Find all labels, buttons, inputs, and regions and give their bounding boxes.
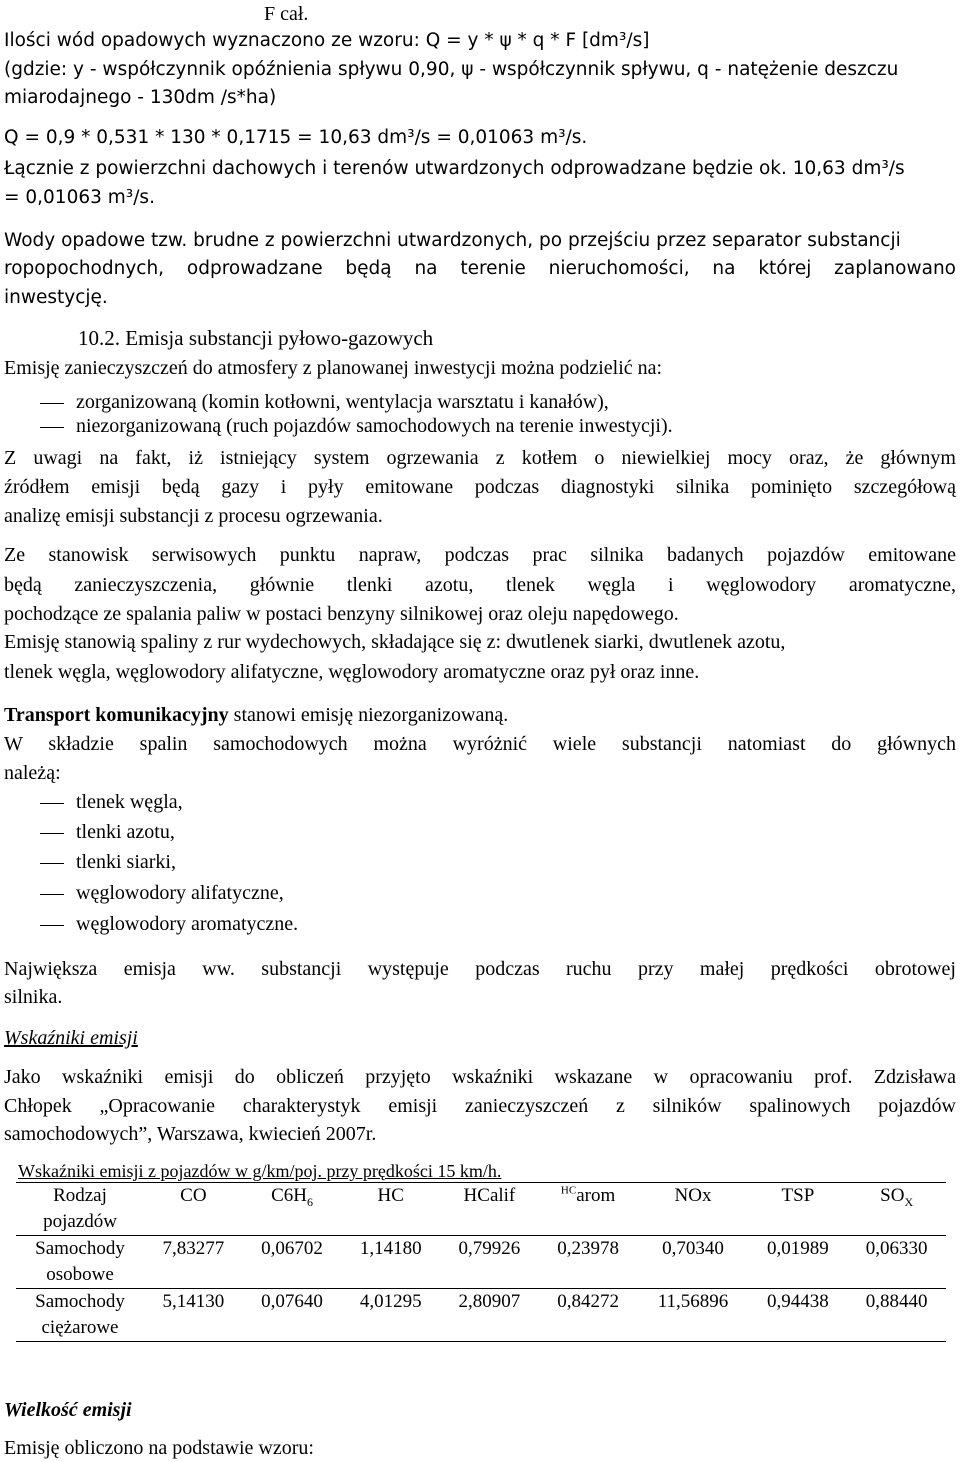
list-item: tlenek węgla, — [76, 791, 183, 813]
bullet-dash — [40, 894, 64, 895]
emission-formula-intro: Emisję obliczono na podstawie wzoru: — [4, 1437, 314, 1459]
table-cell: 0,06702 — [243, 1236, 342, 1289]
dirty-water-cont: ropopochodnych, odprowadzane będą na terenie nieruchomości, na której zaplanowano — [4, 258, 956, 279]
formula-legend: (gdzie: y - współczynnik opóźnienia spływu 0,90, ψ - współczynnik spływu, q - natężenie deszczu — [4, 59, 899, 80]
row-vehicle-type: Samochody osobowe — [16, 1236, 144, 1289]
indicators-paragraph-3: samochodowych”, Warszawa, kwiecień 2007r. — [4, 1123, 377, 1145]
list-item: węglowodory alifatyczne, — [76, 882, 284, 904]
header-hcarom-main: arom — [576, 1185, 616, 1206]
table-cell: 0,06330 — [847, 1236, 946, 1289]
indicators-paragraph-1: Jako wskaźniki emisji do obliczeń przyjęto wskaźniki wskazane w opracowaniu prof. Zdzisława — [4, 1066, 956, 1088]
exhaust-paragraph-2: tlenek węgla, węglowodory alifatyczne, węglowodory aromatyczne oraz pył oraz inne. — [4, 661, 700, 683]
indicators-heading: Wskaźniki emisji — [4, 1027, 138, 1049]
sox-label: $SO_X$ — [880, 1185, 914, 1209]
list-item: tlenki siarki, — [76, 851, 176, 873]
header-fragment: F cał. — [264, 3, 309, 25]
table-cell: 0,79926 — [440, 1236, 539, 1289]
table-cell: 4,01295 — [341, 1289, 440, 1342]
section-heading: 10.2. Emisja substancji pyłowo-gazowych — [78, 326, 434, 350]
table-cell: 0,70340 — [637, 1236, 748, 1289]
header-sox — [847, 1183, 946, 1236]
table-cell: 0,84272 — [539, 1289, 638, 1342]
bullet-organized: zorganizowaną (komin kotłowni, wentylacja warsztatu i kanałów), — [76, 391, 609, 413]
table-cell: 0,23978 — [539, 1236, 638, 1289]
components-intro-2: należą: — [4, 762, 61, 784]
bullet-unorganized: niezorganizowaną (ruch pojazdów samochodowych na terenie inwestycji). — [76, 415, 673, 437]
formula-calculation: Q = 0,9 * 0,531 * 130 * 0,1715 = 10,63 dm³/s = 0,01063 m³/s. — [4, 127, 588, 148]
table-cell: 0,88440 — [847, 1289, 946, 1342]
header-c6h6 — [243, 1183, 342, 1236]
emission-intro: Emisję zanieczyszczeń do atmosfery z planowanej inwestycji można podzielić na: — [4, 357, 663, 379]
service-paragraph-3: pochodzące ze spalania paliw w postaci benzyny silnikowej oraz oleju napędowego. — [4, 603, 679, 625]
formula-intro: Ilości wód opadowych wyznaczono ze wzoru: Q = y * ψ * q * F [dm³/s] — [4, 30, 650, 51]
heating-paragraph-1: Z uwagi na fakt, iż istniejący system ogrzewania z kotłem o niewielkiej mocy oraz, że głównym — [4, 447, 956, 469]
components-intro-1: W składzie spalin samochodowych można wyróżnić wiele substancji natomiast do głównych — [4, 733, 956, 755]
indicators-paragraph-2: Chłopek „Opracowanie charakterystyk emisji zanieczyszczeń z silników spalinowych pojazdów — [4, 1095, 956, 1117]
header-nox: NOx — [637, 1183, 748, 1236]
table-row — [16, 1236, 946, 1289]
table-cell: 0,94438 — [749, 1289, 848, 1342]
table-row — [16, 1289, 946, 1342]
bullet-dash — [40, 803, 64, 804]
bullet-dash — [40, 403, 64, 404]
header-hcalif: HCalif — [440, 1183, 539, 1236]
list-item: węglowodory aromatyczne. — [76, 913, 299, 935]
service-paragraph-2: będą zanieczyszczenia, głównie tlenki azotu, tlenek węgla i węglowodory aromatyczne, — [4, 574, 956, 596]
header-hc: HC — [341, 1183, 440, 1236]
emission-table — [16, 1182, 946, 1342]
row-vehicle-type: Samochody ciężarowe — [16, 1289, 144, 1342]
exhaust-paragraph-1: Emisję stanowią spaliny z rur wydechowych, składające się z: dwutlenek siarki, dwutlenek azotu, — [4, 631, 786, 653]
header-co: CO — [144, 1183, 243, 1236]
list-item: tlenki azotu, — [76, 821, 175, 843]
emission-size-heading: Wielkość emisji — [4, 1399, 132, 1421]
table-cell: 0,07640 — [243, 1289, 342, 1342]
bullet-dash — [40, 833, 64, 834]
formula-legend-cont: miarodajnego - 130dm /s*ha) — [4, 87, 277, 108]
heating-paragraph-3: analizę emisji substancji z procesu ogrzewania. — [4, 505, 383, 527]
bullet-dash — [40, 925, 64, 926]
table-cell: 0,01989 — [749, 1236, 848, 1289]
table-cell: 5,14130 — [144, 1289, 243, 1342]
dirty-water-end: inwestycję. — [4, 287, 108, 308]
bullet-dash — [40, 863, 64, 864]
table-caption: Wskaźniki emisji z pojazdów w g/km/poj. przy prędkości 15 km/h. — [18, 1161, 502, 1181]
bullet-dash — [40, 427, 64, 428]
heating-paragraph-2: źródłem emisji będą gazy i pyły emitowane podczas diagnostyki silnika pominięto szczegółową — [4, 476, 956, 498]
table-cell: 11,56896 — [637, 1289, 748, 1342]
total-outflow-text: Łącznie z powierzchni dachowych i terenów utwardzonych odprowadzane będzie ok. 10,63 dm³/s — [4, 158, 905, 179]
dirty-water-text: Wody opadowe tzw. brudne z powierzchni utwardzonych, po przejściu przez separator substancji — [4, 230, 901, 251]
total-outflow-cont: = 0,01063 m³/s. — [4, 187, 155, 208]
table-cell: 2,80907 — [440, 1289, 539, 1342]
header-hcarom — [539, 1183, 638, 1236]
max-emission-text-2: silnika. — [4, 986, 63, 1008]
transport-sentence — [4, 703, 508, 727]
transport-rest: stanowi emisję niezorganizowaną. — [228, 704, 509, 726]
max-emission-text-1: Największa emisja ww. substancji występuje podczas ruchu przy małej prędkości obrotowej — [4, 958, 956, 980]
header-hcarom-sup: HC — [560, 1184, 577, 1197]
table-header-row — [16, 1183, 946, 1236]
header-tsp: TSP — [749, 1183, 848, 1236]
transport-bold: Transport komunikacyjny — [4, 704, 229, 726]
service-paragraph-1: Ze stanowisk serwisowych punktu napraw, podczas prac silnika badanych pojazdów emitowane — [4, 544, 956, 566]
header-vehicle-type: Rodzaj pojazdów — [16, 1183, 144, 1236]
table-cell: 1,14180 — [341, 1236, 440, 1289]
table-cell: 7,83277 — [144, 1236, 243, 1289]
c6h6-label: $C6H_6$ — [271, 1185, 313, 1209]
